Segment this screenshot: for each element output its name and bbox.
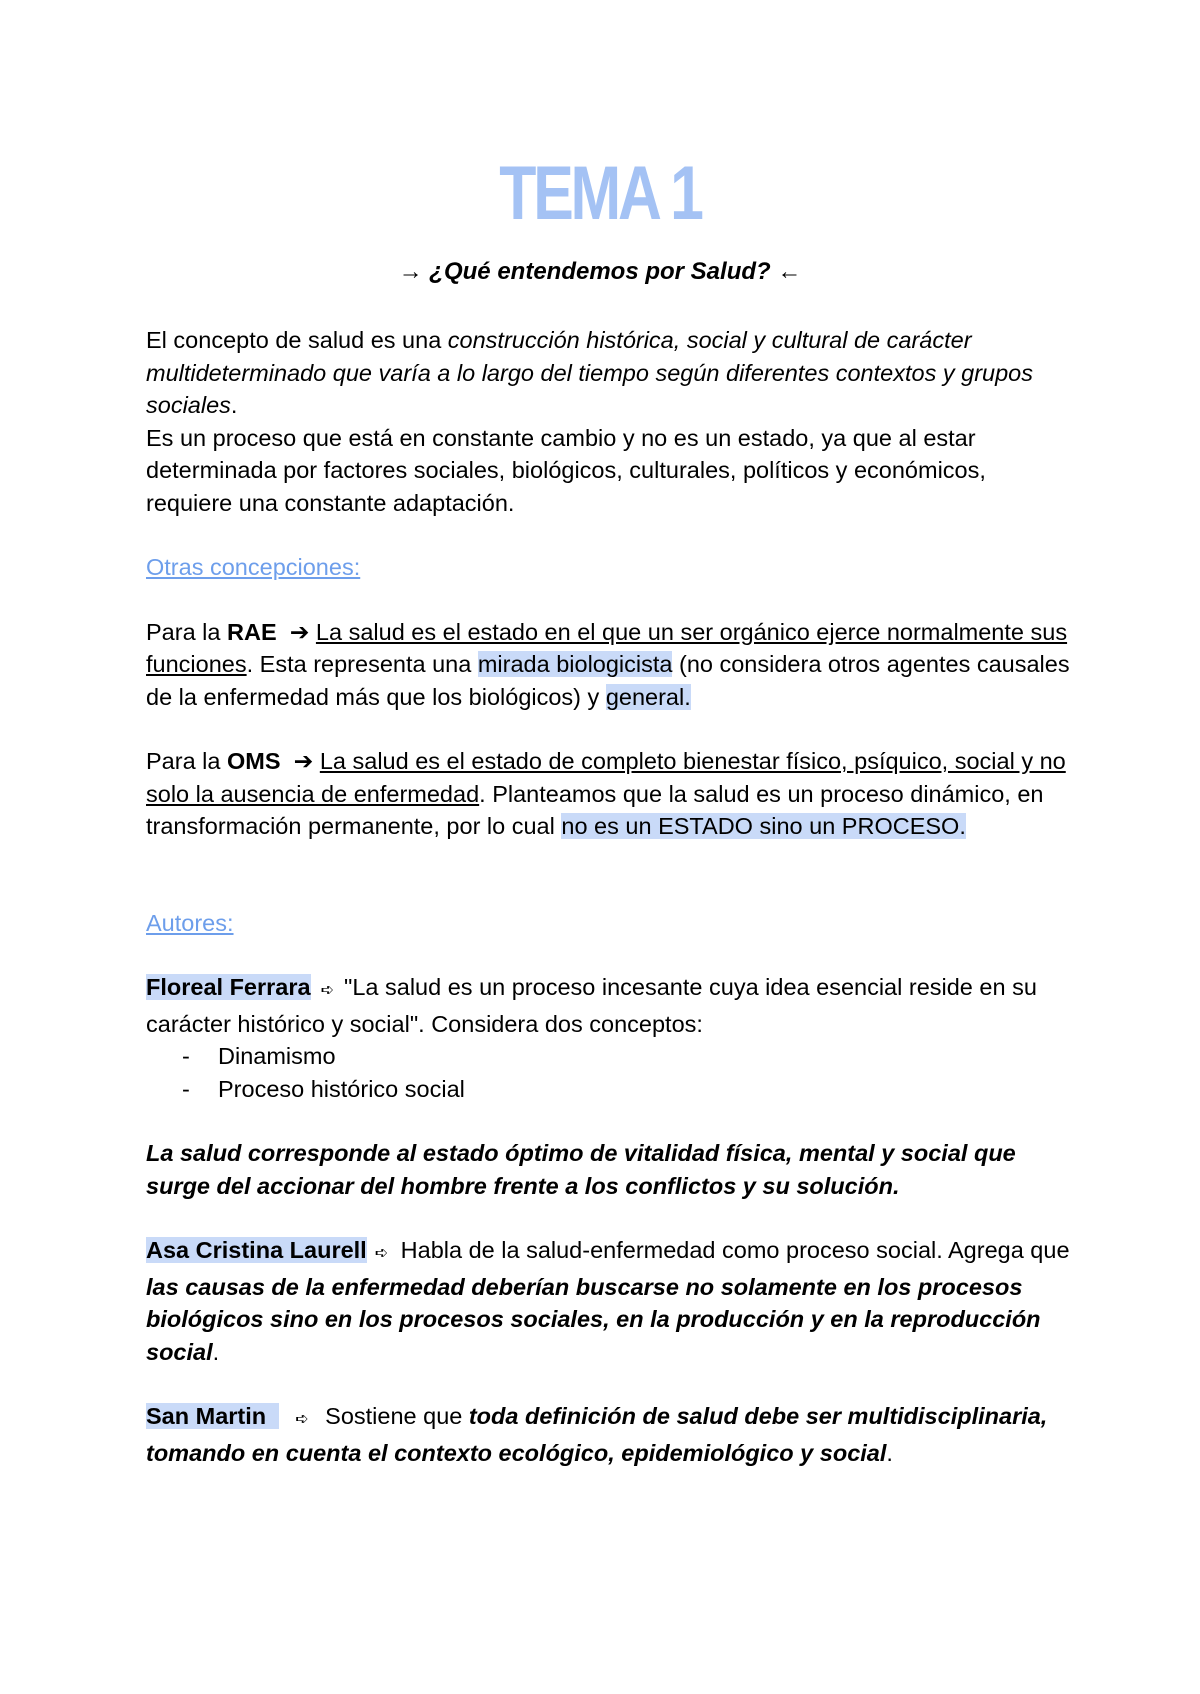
laurell-period: . (212, 1338, 220, 1365)
health-statement: La salud corresponde al estado óptimo de vitalidad física, mental y social que surge del accionar del hombre frente a los conflictos y su solución. (146, 1140, 1016, 1199)
ferrara-paragraph (146, 971, 1071, 1040)
rae-paragraph (146, 616, 1071, 714)
list-item: - Dinamismo (182, 1040, 1071, 1073)
rae-text-2: (no considera otros agentes causales de la enfermedad más que los biológicos) y (146, 651, 1070, 710)
section-heading-otras: Otras concepciones: (146, 554, 361, 580)
rae-highlight-general: general. (605, 683, 691, 710)
rae-text: . Esta representa una (246, 651, 478, 677)
sanmartin-bold-text: toda definición de salud debe ser multidisciplinaria, tomando en cuenta el contexto ecológico, epidemiológico y social (146, 1403, 1048, 1466)
ferrara-quote: "La salud es un proceso incesante cuya idea esencial reside en su carácter histórico y social". Considera dos conceptos: (146, 974, 1037, 1037)
page-subtitle: → ¿Qué entendemos por Salud? ← (398, 258, 802, 285)
concept-list (146, 1040, 1071, 1105)
right-arrow-icon: ➔ (293, 748, 314, 774)
laurell-bold-text: las causas de la enfermedad deberían buscarse no solamente en los procesos biológicos sino en los procesos sociales, en la producción y en la reproducción social (146, 1273, 1041, 1365)
author-name-sanmartin: San Martin (146, 1403, 267, 1429)
arrow-icon: ➪ (295, 1411, 309, 1428)
oms-name: OMS (227, 748, 281, 774)
laurell-paragraph (146, 1234, 1071, 1368)
author-name-ferrara: Floreal Ferrara (146, 974, 311, 1000)
oms-highlight: no es un ESTADO sino un PROCESO. (561, 813, 966, 839)
sanmartin-text: Sostiene que (318, 1403, 469, 1429)
oms-prefix: Para la (146, 748, 227, 774)
oms-text: . Planteamos que la salud es un proceso dinámico, en transformación permanente, por lo cual (146, 780, 1044, 839)
rae-definition: La salud es el estado en el que un ser orgánico ejerce normalmente sus funciones (146, 618, 1068, 677)
laurell-text: Habla de la salud-enfermedad como proceso social. Agrega que (394, 1237, 1070, 1263)
arrow-icon: ➪ (374, 1245, 389, 1262)
page-title: TEMA 1 (499, 151, 701, 236)
rae-prefix: Para la (146, 618, 227, 645)
intro-paragraph-2: Es un proceso que está en constante cambio y no es un estado, ya que al estar determinada por factores sociales, biológicos, culturales, políticos y económicos, requiere una constante adaptación. (146, 424, 986, 516)
oms-paragraph (146, 745, 1071, 843)
sanmartin-period: . (886, 1439, 893, 1466)
author-name-laurell: Asa Cristina Laurell (146, 1237, 367, 1263)
section-heading-autores: Autores: (146, 909, 234, 936)
rae-name: RAE (227, 618, 277, 645)
document-body (146, 324, 1071, 1469)
rae-highlight-biologicista: mirada biologicista (477, 651, 673, 677)
sanmartin-paragraph (146, 1400, 1071, 1469)
right-arrow-icon: ➔ (289, 618, 310, 645)
intro-period: . (230, 392, 238, 418)
intro-italic-text: construcción histórica, social y cultural de carácter multideterminado que varía a lo largo del tiempo según diferentes contextos y grupos sociales (146, 327, 1033, 418)
list-item: - Proceso histórico social (182, 1073, 1071, 1106)
oms-definition: La salud es el estado de completo bienestar físico, psíquico, social y no solo la ausencia de enfermedad (146, 748, 1066, 807)
intro-paragraph-1 (146, 324, 1071, 422)
intro-text: El concepto de salud es una (146, 327, 448, 353)
arrow-icon: ➪ (320, 982, 334, 999)
